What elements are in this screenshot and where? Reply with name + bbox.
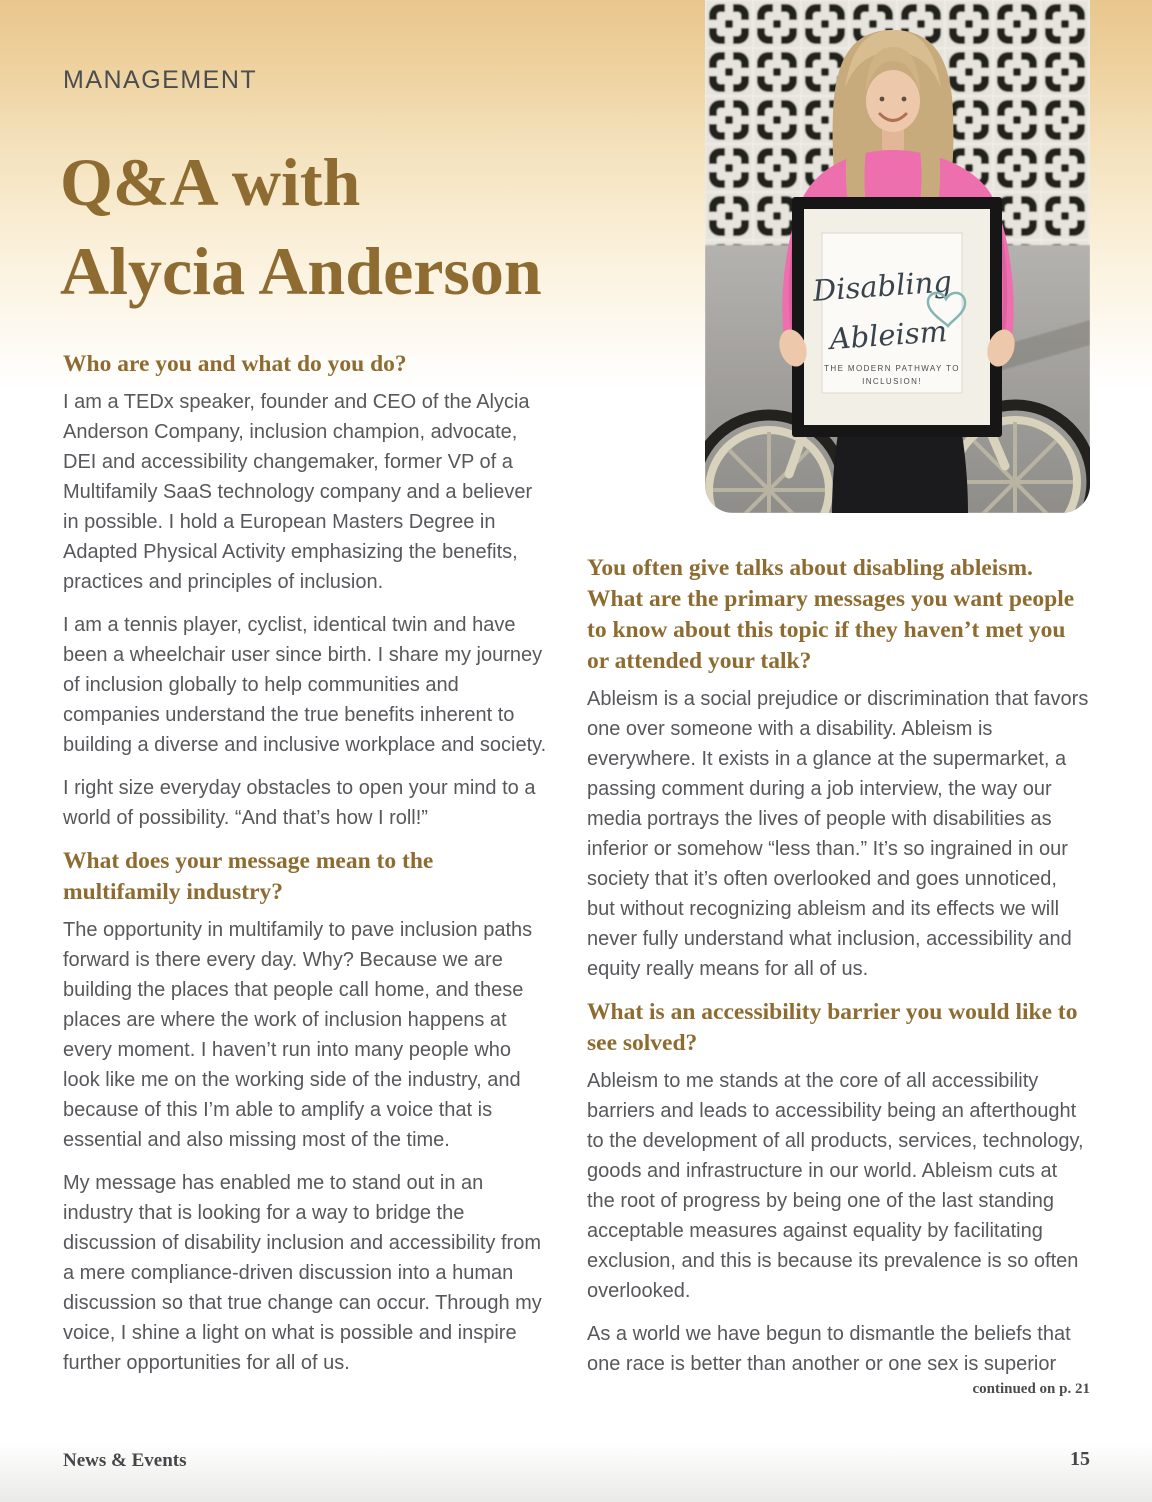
- sign-subtitle-line2: INCLUSION!: [862, 377, 922, 386]
- framed-sign: [792, 197, 1002, 437]
- face: [866, 70, 920, 132]
- sign-subtitle-line1: THE MODERN PATHWAY TO: [824, 364, 960, 373]
- sign-title-line1: Disabling: [811, 264, 953, 308]
- question-heading: What is an accessibility barrier you would like to see solved?: [587, 999, 1078, 1056]
- answer-paragraph: I am a TEDx speaker, founder and CEO of the Alycia Anderson Company, inclusion champion, advocate, DEI and accessibility changemaker, former VP of a Multifamily SaaS technology company and a believer in possible. I hold a European Masters Degree in Adapted Physical Activity emphasizing the benefits, practices and principles of inclusion.: [63, 391, 533, 593]
- answer-paragraph: The opportunity in multifamily to pave inclusion paths forward is there every day. Why? Because we are building the places that people call home, and these places are where the work of inclusion happens at every moment. I haven’t run into many people who look like me on the working side of the industry, and because of this I’m able to amplify a voice that is essential and also missing most of the time.: [63, 919, 533, 1151]
- page-title-line2: Alycia Anderson: [60, 233, 542, 309]
- question-heading: You often give talks about disabling ableism. What are the primary messages you want people to know about this topic if they haven’t met you or attended your talk?: [587, 555, 1075, 674]
- qa-section: [63, 846, 547, 1378]
- photo-alycia-anderson: [705, 0, 1090, 513]
- question-heading: What does your message mean to the multifamily industry?: [63, 848, 434, 905]
- section-kicker: MANAGEMENT: [63, 66, 258, 94]
- footer-page-number: 15: [1070, 1448, 1090, 1470]
- footer-publication: News & Events: [63, 1450, 187, 1471]
- answer-paragraph: Ableism is a social prejudice or discrimination that favors one over someone with a disability. Ableism is everywhere. It exists in a glance at the supermarket, a passing comment during a job interview, the way our media portrays the lives of people with disabilities as inferior or somehow “less than.” It’s so ingrained in our society that it’s often overlooked and goes unnoticed, but without recognizing ableism and its effects we will never fully understand what inclusion, accessibility and equity really means for all of us.: [587, 688, 1089, 980]
- continued-note: continued on p. 21: [972, 1381, 1090, 1397]
- right-column: [587, 553, 1090, 1398]
- left-eye: [880, 97, 885, 102]
- answer-paragraph: I am a tennis player, cyclist, identical twin and have been a wheelchair user since birth. I share my journey of inclusion globally to help communities and companies understand the true benefits inherent to building a diverse and inclusive workplace and society.: [63, 614, 547, 756]
- qa-section: [587, 997, 1090, 1379]
- left-column: [63, 349, 547, 1391]
- answer-paragraph: Ableism to me stands at the core of all accessibility barriers and leads to accessibility being an afterthought to the development of all products, services, technology, goods and infrastructure in our world. Ableism cuts at the root of progress by being one of the last standing acceptable measures against equality by facilitating exclusion, and this is because its prevalence is so often overlooked.: [587, 1070, 1084, 1302]
- question-heading: Who are you and what do you do?: [63, 351, 407, 377]
- photo-illustration: [705, 0, 1090, 513]
- answer-paragraph: I right size everyday obstacles to open your mind to a world of possibility. “And that’s how I roll!”: [63, 777, 536, 829]
- page-title: [60, 138, 542, 316]
- answer-paragraph: As a world we have begun to dismantle the beliefs that one race is better than another or one sex is superior: [587, 1323, 1071, 1375]
- sign-title-line2: Ableism: [828, 313, 949, 357]
- page-title-line1: Q&A with: [60, 144, 361, 220]
- right-eye: [902, 97, 907, 102]
- answer-paragraph: My message has enabled me to stand out in an industry that is looking for a way to bridge the discussion of disability inclusion and accessibility from a mere compliance-driven discussion into a human discussion so that true change can occur. Through my voice, I shine a light on what is possible and inspire further opportunities for all of us.: [63, 1172, 542, 1374]
- qa-section: [63, 349, 547, 833]
- qa-section: [587, 553, 1090, 984]
